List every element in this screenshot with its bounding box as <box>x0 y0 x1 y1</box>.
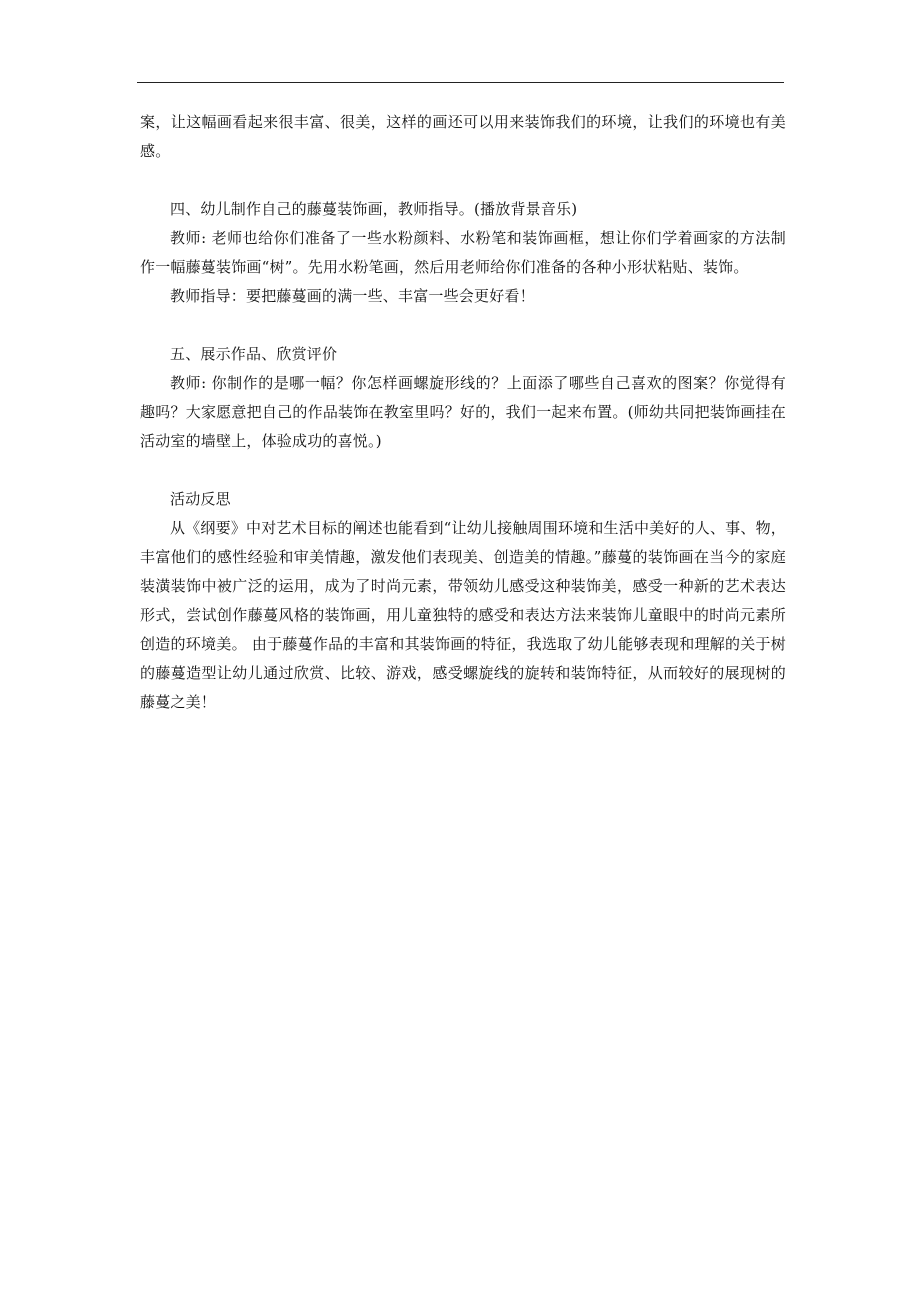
header-rule <box>137 82 784 83</box>
section-heading-5: 五、展示作品、欣赏评价 <box>170 345 338 363</box>
section-heading-4: 四、幼儿制作自己的藤蔓装饰画，教师指导。(播放背景音乐) <box>170 200 578 218</box>
paragraph-teacher-instruction: 教师: 老师也给你们准备了一些水粉颜料、水粉笔和装饰画框，想让你们学着画家的方法制作一幅藤蔓装饰画“树”。先用水粉笔画，然后用老师给你们准备的各种小形状粘贴、装饰。 <box>140 229 786 276</box>
paragraph-teacher-guidance: 教师指导：要把藤蔓画的满一些、丰富一些会更好看！ <box>170 287 535 305</box>
paragraph-teacher-evaluation: 教师: 你制作的是哪一幅？你怎样画螺旋形线的？上面添了哪些自己喜欢的图案？你觉得有趣吗？大家愿意把自己的作品装饰在教室里吗？好的，我们一起来布置。(师幼共同把装饰画挂在活动室的墙壁上，体验成功的喜悦。) <box>140 374 786 450</box>
paragraph-continuation: 案，让这幅画看起来很丰富、很美，这样的画还可以用来装饰我们的环境，让我们的环境也有美感。 <box>140 113 786 160</box>
section-heading-reflection: 活动反思 <box>170 490 231 508</box>
paragraph-reflection: 从《纲要》中对艺术目标的阐述也能看到“让幼儿接触周围环境和生活中美好的人、事、物，丰富他们的感性经验和审美情趣，激发他们表现美、创造美的情趣。”藤蔓的装饰画在当今的家庭装潢装饰中被广泛的运用，成为了时尚元素，带领幼儿感受这种装饰美，感受一种新的艺术表达形式，尝试创作藤蔓风格的装饰画，用儿童独特的感受和表达方法来装饰儿童眼中的时尚元素所创造的环境美。 由于藤蔓作品的丰富和其装饰画的特征，我选取了幼儿能够表现和理解的关于树的藤蔓造型让幼儿通过欣赏、比较、游戏，感受螺旋线的旋转和装饰特征，从而较好的展现树的藤蔓之美！ <box>140 519 786 711</box>
document-body <box>140 108 786 717</box>
